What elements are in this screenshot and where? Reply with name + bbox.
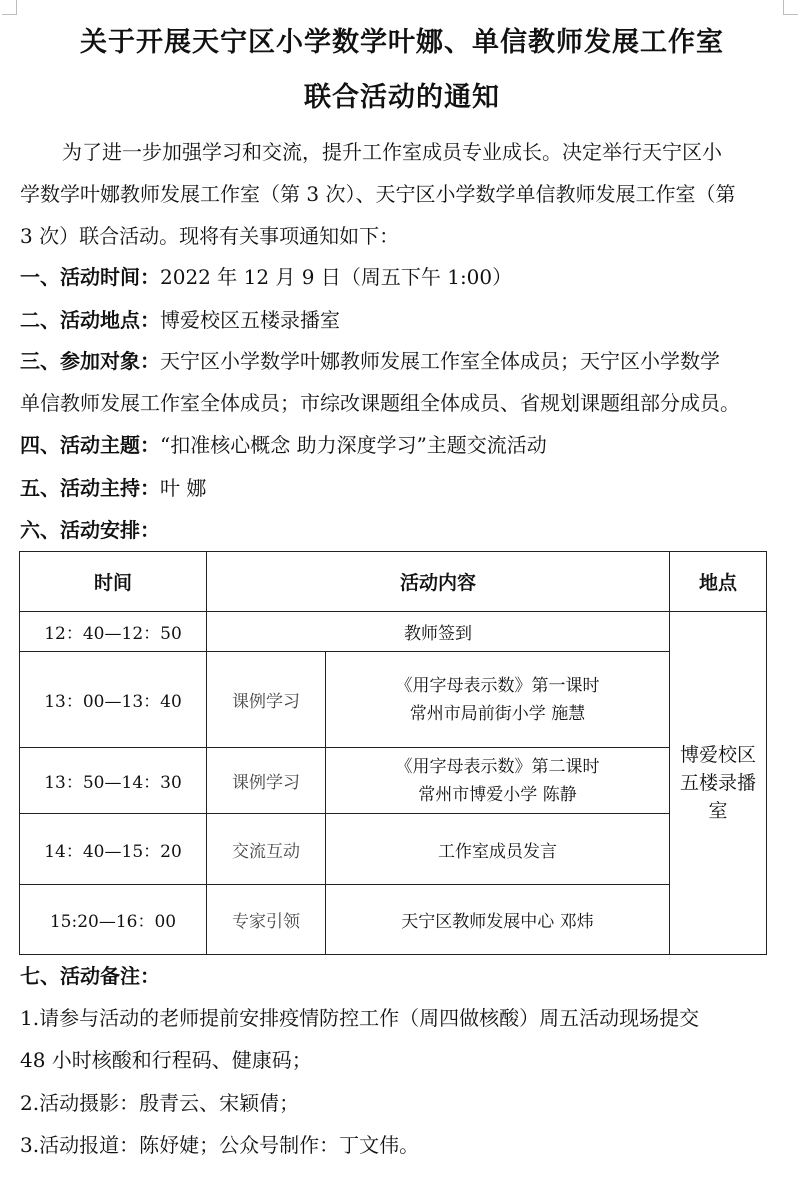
item-schedule-label: 六、活动安排： [20,518,160,542]
table-row [20,748,767,814]
row-type: 课例学习 [207,652,326,748]
note-3: 3.活动报道：陈妤婕；公众号制作：丁文伟。 [20,1133,420,1157]
item-place [20,308,790,332]
row-content-line1: 《用字母表示数》第二课时 [395,756,600,777]
row-content [326,652,670,748]
notes-label: 七、活动备注： [20,964,160,988]
item-time-label: 一、活动时间： [20,265,160,289]
item-place-label: 二、活动地点： [20,308,160,332]
table-row [20,885,767,955]
item-theme-label: 四、活动主题： [20,433,160,457]
item-participants-continued: 单信教师发展工作室全体成员；市综改课题组全体成员、省规划课题组部分成员。 [20,391,740,415]
row-type: 课例学习 [207,748,326,814]
table-row [20,612,767,652]
header-location: 地点 [670,552,767,612]
schedule-table [19,551,767,955]
row-time: 15:20—16：00 [20,885,207,955]
document-title-line1: 关于开展天宁区小学数学叶娜、单信教师发展工作室 [80,27,724,58]
document-title-line2: 联合活动的通知 [304,82,500,113]
item-schedule [20,518,790,542]
item-place-value: 博爱校区五楼录播室 [160,308,340,332]
note-2: 2.活动摄影：殷青云、宋颖倩； [20,1091,300,1115]
table-header-row [20,552,767,612]
location-line1: 博爱校区 [680,744,757,766]
row-content-line2: 常州市博爱小学 陈静 [418,784,577,805]
row-time: 12：40—12：50 [20,612,207,652]
item-participants-value1: 天宁区小学数学叶娜教师发展工作室全体成员；天宁区小学数学 [160,349,720,373]
item-time [20,265,790,289]
location-line3: 室 [708,800,728,822]
item-host-label: 五、活动主持： [20,476,160,500]
item-host-value: 叶 娜 [160,476,207,500]
item-time-value: 2022 年 12 月 9 日（周五下午 1:00） [160,265,513,289]
item-theme [20,433,790,457]
page-corner-mark-left [2,0,17,15]
row-type: 专家引领 [207,885,326,955]
item-participants-label: 三、参加对象： [20,349,160,373]
location-cell [670,612,767,955]
table-row [20,652,767,748]
header-content: 活动内容 [207,552,670,612]
intro-line3: 3 次）联合活动。现将有关事项通知如下： [20,224,400,248]
note-1: 1.请参与活动的老师提前安排疫情防控工作（周四做核酸）周五活动现场提交 [20,1006,700,1030]
row-content: 教师签到 [207,612,670,652]
row-content: 天宁区教师发展中心 邓炜 [326,885,670,955]
header-time: 时间 [20,552,207,612]
row-content-line2: 常州市局前街小学 施慧 [409,703,586,724]
row-content: 工作室成员发言 [326,814,670,885]
location-line2: 五楼录播 [680,772,757,794]
row-content-line1: 《用字母表示数》第一课时 [395,675,600,696]
row-content [326,748,670,814]
note-1-continued: 48 小时核酸和行程码、健康码； [20,1048,312,1072]
row-time: 13：00—13：40 [20,652,207,748]
intro-line1: 为了进一步加强学习和交流，提升工作室成员专业成长。决定举行天宁区小 [62,140,722,164]
row-type: 交流互动 [207,814,326,885]
table-row [20,814,767,885]
page-corner-mark-right [783,0,798,15]
item-theme-value: “扣准核心概念 助力深度学习”主题交流活动 [160,433,547,457]
row-time: 14：40—15：20 [20,814,207,885]
item-participants [20,349,790,373]
row-time: 13：50—14：30 [20,748,207,814]
item-host [20,476,790,500]
notes-heading [20,964,790,988]
intro-line2: 学数学叶娜教师发展工作室（第 3 次）、天宁区小学数学单信教师发展工作室（第 [20,182,736,206]
